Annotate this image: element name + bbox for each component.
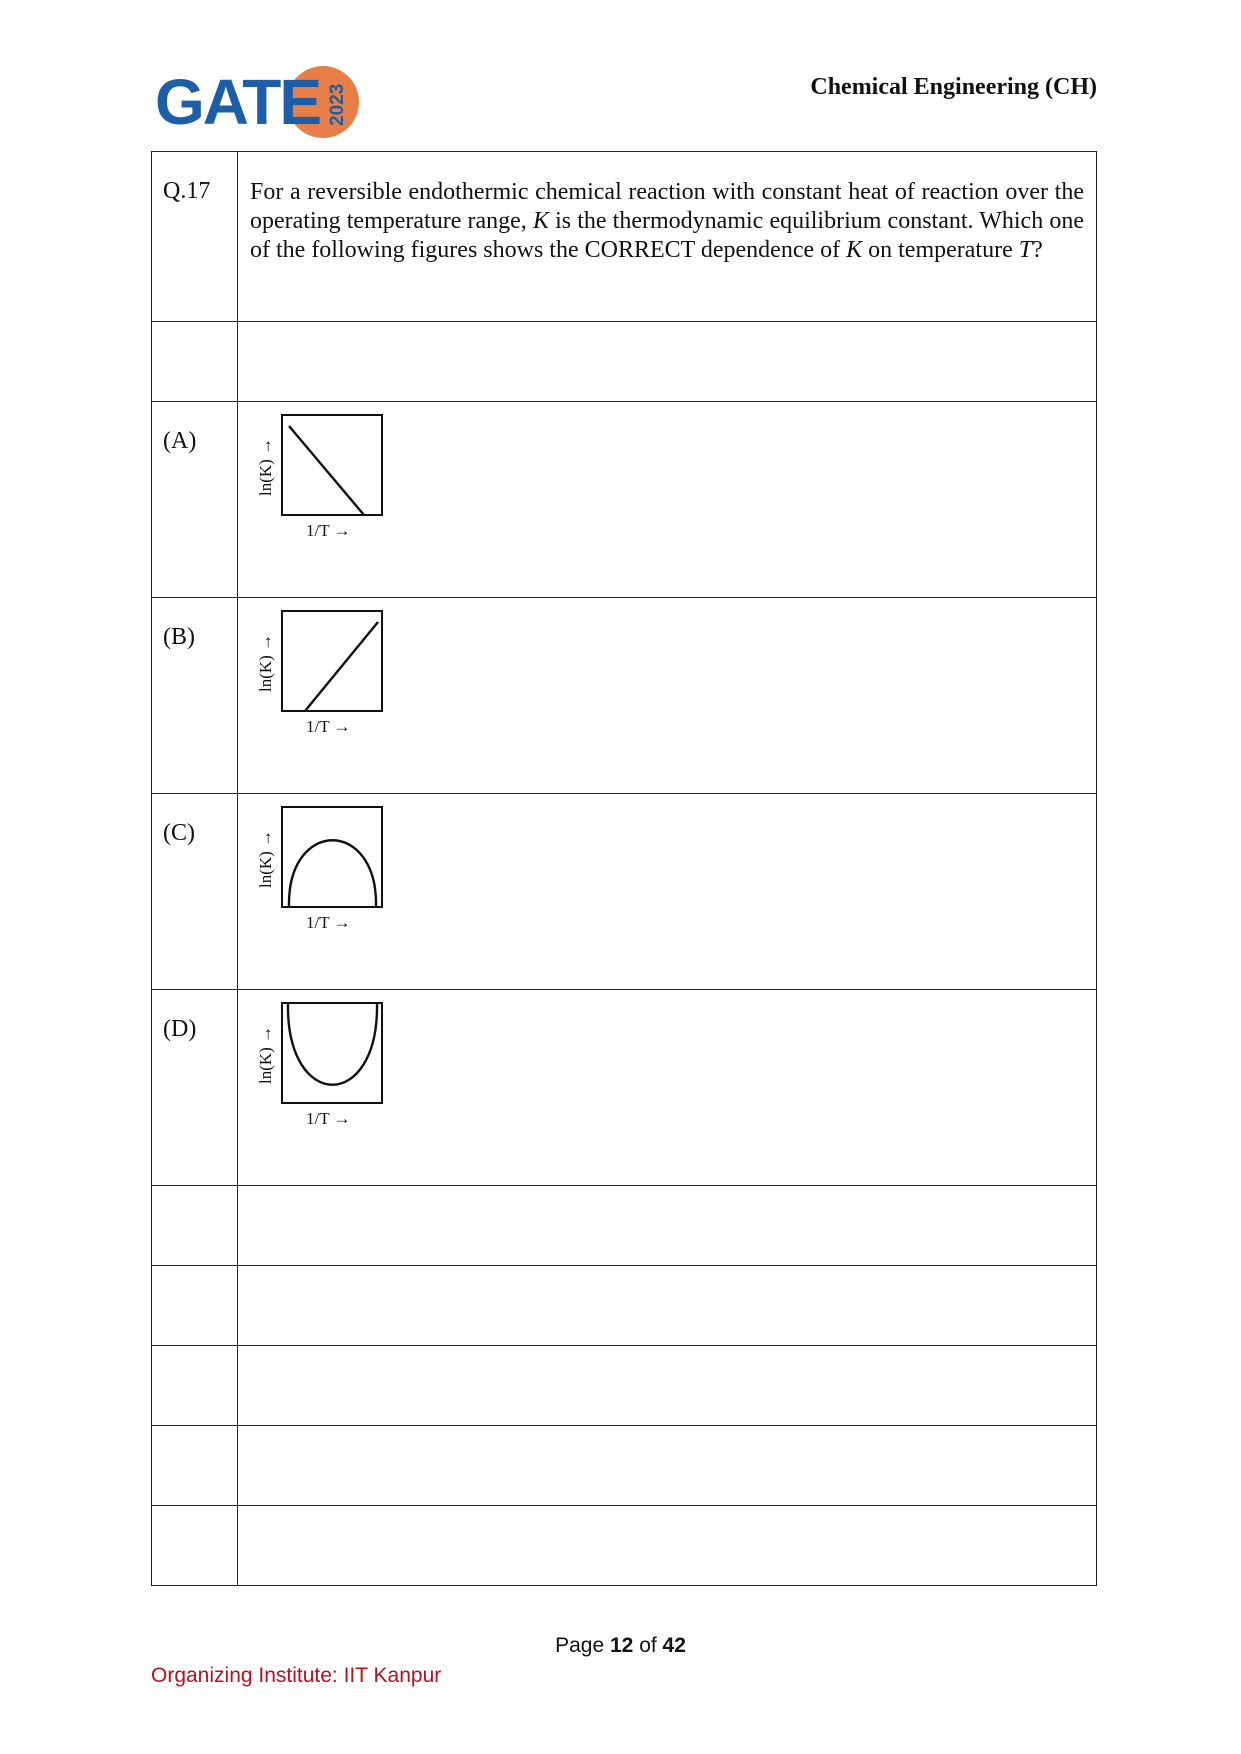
option-c-plot — [248, 804, 418, 954]
plot-curve — [289, 426, 364, 515]
option-label: (B) — [152, 598, 238, 794]
y-axis-label: ln(K) → — [256, 437, 275, 496]
plot-curve — [288, 1003, 377, 1085]
organizing-institute: Organizing Institute: IIT Kanpur — [151, 1664, 442, 1687]
logo-year: 2023 — [327, 83, 348, 126]
logo-text: GATE — [155, 66, 321, 138]
option-row-d — [152, 990, 1097, 1186]
question-row — [152, 152, 1097, 322]
y-axis-label: ln(K) → — [256, 1025, 275, 1084]
option-label: (C) — [152, 794, 238, 990]
plot-curve — [305, 622, 378, 711]
blank-row — [152, 322, 1097, 402]
option-row-c — [152, 794, 1097, 990]
option-a-plot — [248, 412, 418, 562]
paper-title: Chemical Engineering (CH) — [810, 74, 1097, 100]
blank-row — [152, 1426, 1097, 1506]
option-d-plot — [248, 1000, 418, 1150]
gate-2023-logo — [155, 60, 365, 140]
question-table — [151, 151, 1097, 1586]
plot-curve — [289, 840, 376, 907]
option-row-b — [152, 598, 1097, 794]
page-number: Page 12 of 42 — [555, 1634, 686, 1657]
plot-frame — [282, 611, 382, 711]
x-axis-label: 1/T → — [306, 521, 351, 540]
question-stem: For a reversible endothermic chemical reaction with constant heat of reaction over the operating temperature range, K is the thermodynamic equilibrium constant. Which one of the following figures shows the CORRECT dependence of K on temperature T? — [250, 179, 1084, 263]
blank-row — [152, 1266, 1097, 1346]
y-axis-label: ln(K) → — [256, 829, 275, 888]
blank-row — [152, 1506, 1097, 1586]
option-label: (A) — [152, 402, 238, 598]
x-axis-label: 1/T → — [306, 913, 351, 932]
plot-frame — [282, 807, 382, 907]
option-row-a — [152, 402, 1097, 598]
plot-frame — [282, 1003, 382, 1103]
question-number: Q.17 — [152, 152, 238, 322]
option-b-plot — [248, 608, 418, 758]
plot-frame — [282, 415, 382, 515]
x-axis-label: 1/T → — [306, 717, 351, 736]
blank-row — [152, 1186, 1097, 1266]
option-label: (D) — [152, 990, 238, 1186]
blank-row — [152, 1346, 1097, 1426]
y-axis-label: ln(K) → — [256, 633, 275, 692]
x-axis-label: 1/T → — [306, 1109, 351, 1128]
